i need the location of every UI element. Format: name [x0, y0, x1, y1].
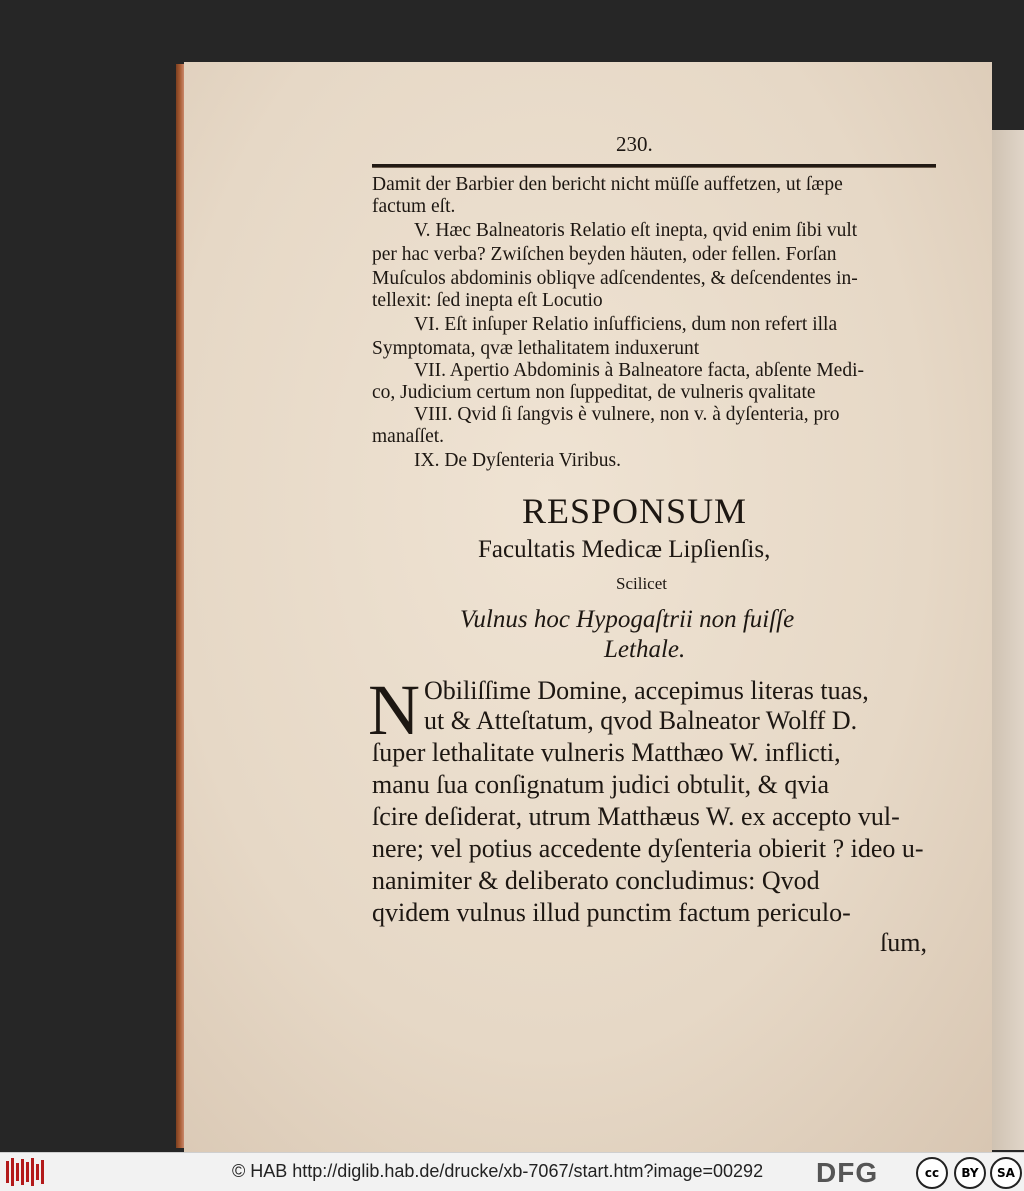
subtitle-line: Vulnus hoc Hypogaſtrii non fuiſſe [460, 606, 795, 633]
source-url-link[interactable]: © HAB http://diglib.hab.de/drucke/xb-7067/start.htm?image=00292 [232, 1161, 764, 1181]
subtitle-line: Lethale. [604, 636, 686, 663]
text-line: Damit der Barbier den bericht nicht müſſe auffetzen, ut ſæpe [372, 174, 843, 195]
hab-logo-icon[interactable] [6, 1158, 46, 1186]
by-license-icon[interactable]: BY [954, 1157, 986, 1189]
body-line: nanimiter & deliberato concludimus: Qvod [372, 866, 820, 895]
header-rule [372, 164, 936, 168]
viewer-footer [0, 1152, 1024, 1191]
body-line: ſcire deſiderat, utrum Matthæus W. ex accepto vul- [372, 802, 900, 831]
body-line: ſum, [880, 928, 927, 957]
body-line: qvidem vulnus illud punctim factum periculo- [372, 898, 851, 927]
scilicet-line: Scilicet [616, 574, 667, 593]
body-line: manu ſua conſignatum judici obtulit, & qvia [372, 770, 830, 799]
section-heading: RESPONSUM [522, 491, 748, 531]
text-line: VI. Eſt inſuper Relatio inſufficiens, dum non refert illa [414, 314, 838, 335]
body-line: ſuper lethalitate vulneris Matthæo W. inflicti, [372, 738, 841, 767]
page-edge [176, 64, 184, 1148]
page-number: 230. [616, 132, 653, 156]
faculty-line: Facultatis Medicæ Lipſienſis, [478, 536, 771, 563]
drop-cap: N [368, 670, 420, 750]
text-line: Symptomata, qvæ lethalitatem induxerunt [372, 338, 700, 359]
text-line: tellexit: ſed inepta eſt Locutio [372, 290, 603, 311]
sa-license-icon[interactable]: SA [990, 1157, 1022, 1189]
text-line: VII. Apertio Abdominis à Balneatore facta, abſente Medi- [414, 360, 864, 381]
text-line: IX. De Dyſenteria Viribus. [414, 450, 621, 471]
dfg-logo-icon[interactable]: DFG [816, 1157, 879, 1188]
text-line: co, Judicium certum non ſuppeditat, de vulneris qvalitate [372, 382, 816, 403]
text-line: V. Hæc Balneatoris Relatio eſt inepta, qvid enim ſibi vult [414, 220, 858, 241]
body-line: nere; vel potius accedente dyſenteria obierit ? ideo u- [372, 834, 924, 863]
body-line: ut & Atteſtatum, qvod Balneator Wolff D. [424, 706, 858, 735]
text-line: VIII. Qvid ſi ſangvis è vulnere, non v. à dyſenteria, pro [414, 404, 840, 425]
text-line: factum eſt. [372, 196, 456, 217]
adjacent-page-edge [992, 130, 1024, 1150]
text-line: per hac verba? Zwiſchen beyden häuten, oder fellen. Forſan [372, 244, 837, 265]
body-line: Obiliſſime Domine, accepimus literas tuas, [424, 676, 869, 705]
book-page [184, 62, 992, 1152]
text-line: manaſſet. [372, 426, 445, 447]
cc-license-icon[interactable]: cc [916, 1157, 948, 1189]
text-line: Muſculos abdominis obliqve adſcendentes, & deſcendentes in- [372, 268, 858, 289]
